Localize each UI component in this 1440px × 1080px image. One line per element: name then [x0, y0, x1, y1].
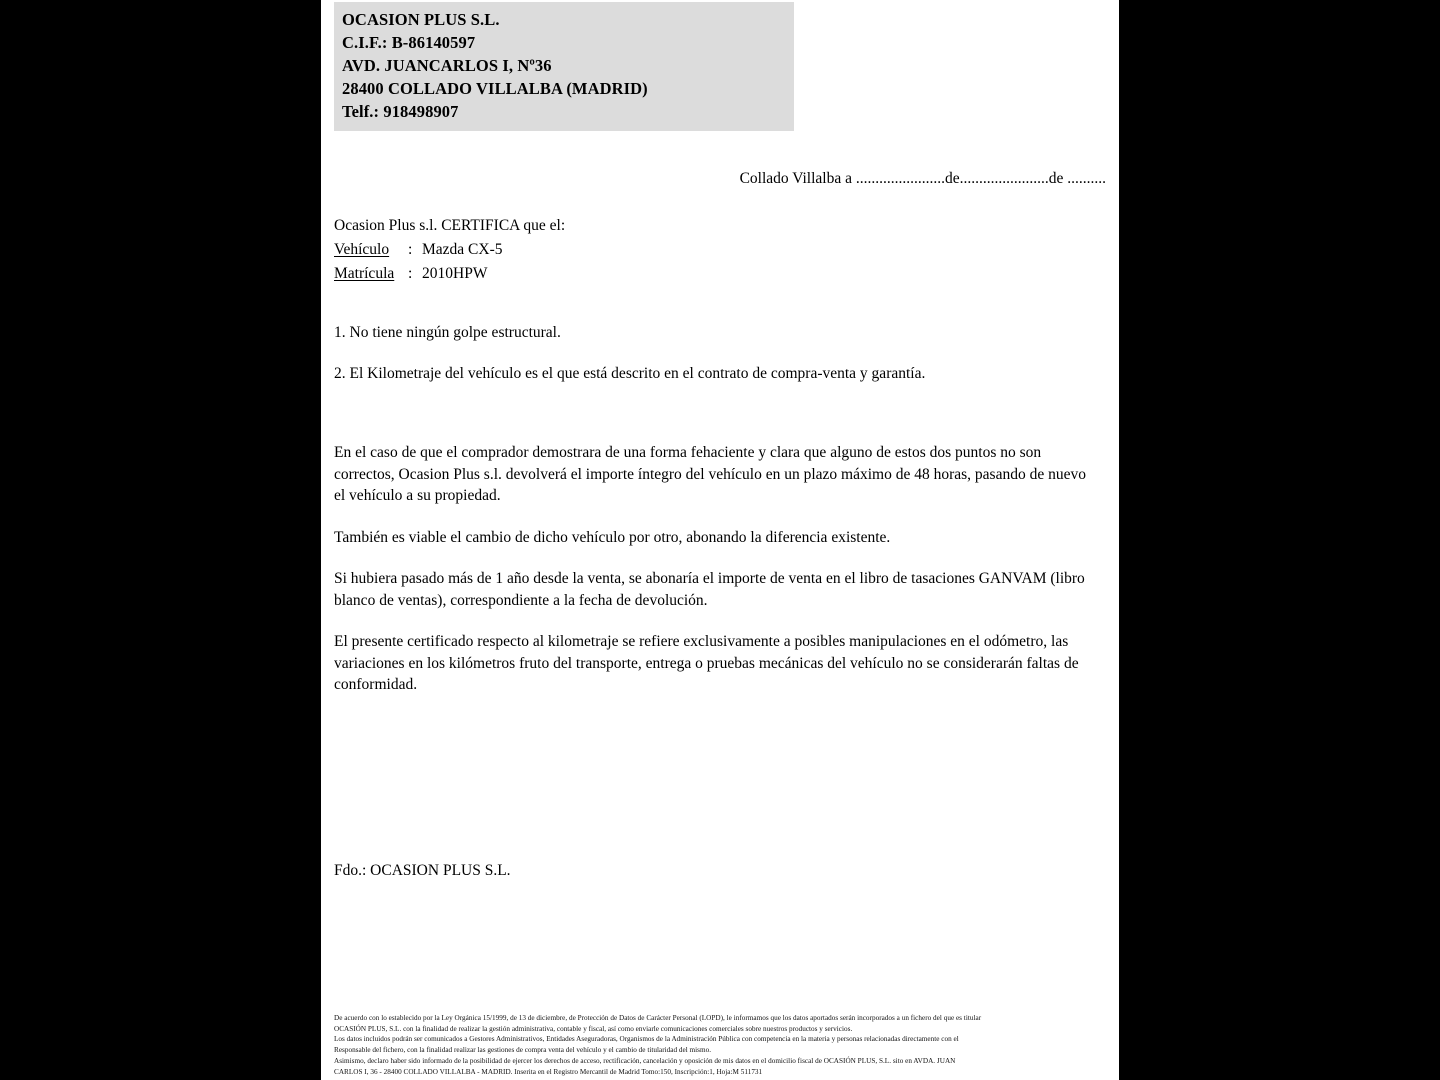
document-page	[321, 0, 1119, 1080]
letterhead-cif: C.I.F.: B-86140597	[342, 33, 476, 52]
legal-footer	[334, 1013, 1114, 1077]
body-paragraphs	[334, 442, 1096, 716]
letterhead-block	[334, 2, 794, 131]
field-label-vehiculo: Vehículo	[334, 241, 390, 258]
certification-point-1: 1. No tiene ningún golpe estructural.	[334, 324, 561, 341]
field-row-vehiculo	[334, 238, 1034, 262]
legal-footer-line-3: Los datos incluidos podrán ser comunicados a Gestores Administrativos, Entidades Aseguradoras, Organismos de la Administración Pública con competencia en la materia y personas relacionadas directamente con el	[334, 1035, 959, 1044]
paragraph-refund-terms: En el caso de que el comprador demostrara de una forma fehaciente y clara que alguno de estos dos puntos no son correctos, Ocasion Plus s.l. devolverá el importe íntegro del vehículo en un plazo máximo de 48 horas, pasando de nuevo el vehículo a su propiedad.	[334, 444, 1086, 504]
certification-point-2: 2. El Kilometraje del vehículo es el que está descrito en el contrato de compra-venta y garantía.	[334, 365, 926, 382]
letterhead-city: 28400 COLLADO VILLALBA (MADRID)	[342, 79, 648, 98]
field-label-matricula: Matrícula	[334, 265, 395, 282]
date-place-line: Collado Villalba a .......................de.......................de ..........	[739, 170, 1106, 187]
legal-footer-line-2: OCASIÓN PLUS, S.L. con la finalidad de realizar la gestión administrativa, contable y fiscal, así como enviarle comunicaciones comerciales sobre nuestros productos y servicios.	[334, 1024, 853, 1033]
paragraph-ganvam-valuation: Si hubiera pasado más de 1 año desde la venta, se abonaría el importe de venta en el libro de tasaciones GANVAM (libro blanco de ventas), correspondiente a la fecha de devolución.	[334, 570, 1085, 609]
letterhead-phone: Telf.: 918498907	[342, 102, 459, 121]
legal-footer-line-6: CARLOS I, 36 - 28400 COLLADO VILLALBA - MADRID. Inserita en el Registro Mercantil de Madrid Tomo:150, Inscripción:1, Hoja:M 511731	[334, 1067, 763, 1076]
certifies-intro: Ocasion Plus s.l. CERTIFICA que el:	[334, 217, 566, 234]
field-value-matricula: 2010HPW	[422, 265, 488, 282]
legal-footer-line-5: Asimismo, declaro haber sido informado de la posibilidad de ejercer los derechos de acceso, rectificación, cancelación y oposición de mis datos en el domicilio fiscal de OCASIÓN PLUS, S.L. sito en AVDA. JUAN	[334, 1056, 956, 1065]
field-separator-vehiculo: :	[408, 241, 413, 258]
letterhead-address: AVD. JUANCARLOS I, Nº36	[342, 56, 552, 75]
paragraph-odometer-scope: El presente certificado respecto al kilometraje se refiere exclusivamente a posibles manipulaciones en el odómetro, las variaciones en los kilómetros fruto del transporte, entrega o pruebas mecánicas del vehículo no se considerarán faltas de conformidad.	[334, 633, 1079, 693]
field-value-vehiculo: Mazda CX-5	[422, 241, 503, 258]
certifies-block	[334, 214, 1034, 286]
legal-footer-line-4: Responsable del fichero, con la finalidad realizar las gestiones de compra venta del vehículo y el cambio de titularidad del mismo.	[334, 1046, 712, 1055]
letterhead-company-name: OCASION PLUS S.L.	[342, 10, 500, 29]
signature-line: Fdo.: OCASION PLUS S.L.	[334, 862, 511, 879]
certification-points	[334, 322, 1094, 404]
legal-footer-line-1: De acuerdo con lo establecido por la Ley Orgánica 15/1999, de 13 de diciembre, de Protección de Datos de Carácter Personal (LOPD), le informamos que los datos aportados serán incorporados a un fichero del que es titular	[334, 1014, 982, 1022]
field-row-matricula	[334, 262, 1034, 286]
paragraph-vehicle-exchange: También es viable el cambio de dicho vehículo por otro, abonando la diferencia existente.	[334, 528, 891, 546]
field-separator-matricula: :	[408, 265, 413, 282]
